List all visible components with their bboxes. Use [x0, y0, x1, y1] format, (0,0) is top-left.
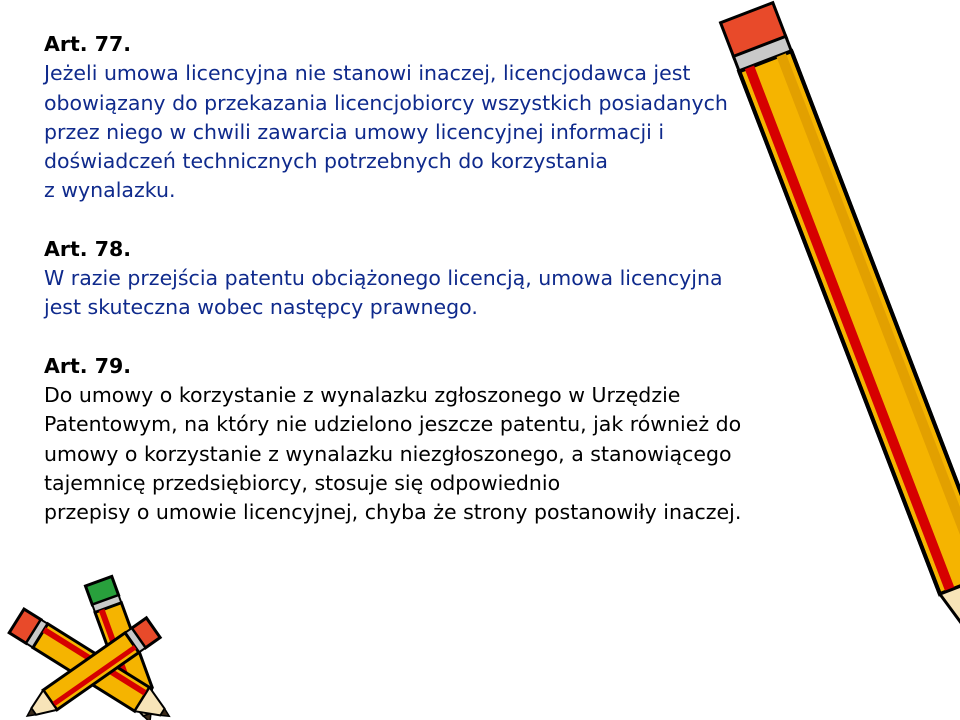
article-79 — [44, 352, 824, 528]
article-line: Do umowy o korzystanie z wynalazku zgłoszonego w Urzędzie — [44, 382, 681, 407]
pencil-icon — [800, 0, 960, 720]
article-heading: Art. 78. — [44, 236, 132, 261]
article-line: umowy o korzystanie z wynalazku niezgłoszonego, a stanowiącego — [44, 441, 732, 466]
text-body — [44, 30, 824, 556]
article-line: W razie przejścia patentu obciążonego licencją, umowa licencyjna — [44, 266, 723, 291]
article-line: jest skuteczna wobec następcy prawnego. — [44, 295, 478, 320]
article-78 — [44, 235, 824, 323]
article-77 — [44, 30, 824, 206]
article-line: przepisy o umowie licencyjnej, chyba że strony postanowiły inaczej. — [44, 500, 742, 525]
article-line: Patentowym, na który nie udzielono jeszcze patentu, jak również do — [44, 412, 742, 437]
crossed-pencils-icon — [0, 575, 200, 720]
article-line: przez niego w chwili zawarcia umowy licencyjnej informacji i — [44, 119, 665, 144]
article-line: doświadczeń technicznych potrzebnych do korzystania — [44, 149, 608, 174]
article-heading: Art. 79. — [44, 353, 132, 378]
article-line: z wynalazku. — [44, 178, 176, 203]
article-heading: Art. 77. — [44, 32, 132, 56]
article-line: Jeżeli umowa licencyjna nie stanowi inaczej, licencjodawca jest — [44, 61, 691, 86]
article-line: tajemnicę przedsiębiorcy, stosuje się odpowiednio — [44, 470, 561, 495]
article-line: obowiązany do przekazania licencjobiorcy wszystkich posiadanych — [44, 90, 728, 115]
